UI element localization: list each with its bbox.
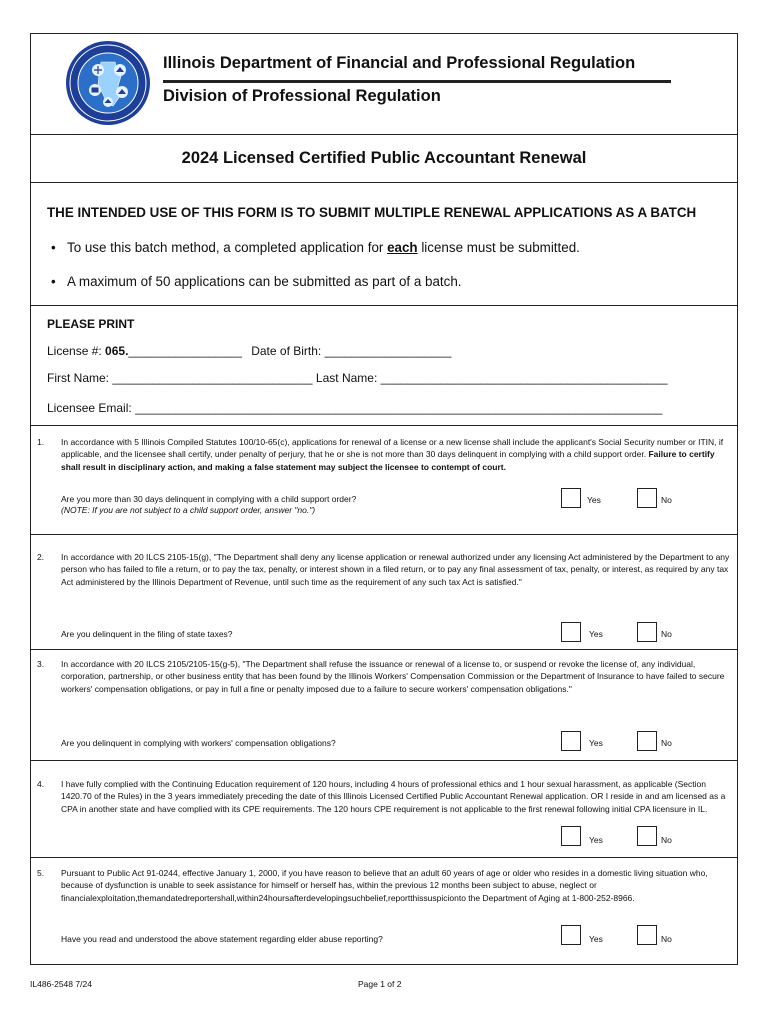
form-id: IL486-2548 7/24: [30, 979, 92, 989]
q3-no-checkbox[interactable]: [637, 731, 657, 751]
last-name-label: Last Name:: [315, 371, 378, 385]
q4-yes-checkbox[interactable]: [561, 826, 581, 846]
q3-yes-checkbox[interactable]: [561, 731, 581, 751]
question-number: 3.: [37, 659, 45, 669]
license-prefix: 065.: [105, 344, 129, 358]
q2-yes-label: Yes: [589, 629, 603, 639]
bullet-dot: •: [51, 274, 56, 289]
q5-no-label: No: [661, 934, 672, 944]
license-label: License #:: [47, 344, 102, 358]
dob-field[interactable]: ___________________: [324, 344, 452, 358]
question-body: In accordance with 5 Illinois Compiled Statutes 100/10-65(c), applications for renewal of a license or a new license shall include the applicant's Social Security number or ITIN, if applicable, and the licensee shall certify, under penalty of perjury, that he or she is not more than 30 days delinquent in complying with a child support order.: [61, 437, 724, 460]
question-prompt: Are you more than 30 days delinquent in complying with a child support order?: [61, 494, 357, 504]
bullet-each-license: [51, 240, 580, 255]
question-text: I have fully complied with the Continuing Education requirement of 120 hours, including 4 hours of professional ethics and 1 hour sexual harassment, as applicable (Section 1420.70 of the Rules) in the 3 years immediately preceding the date of this Illinois Licensed Certified Public Accountant Renewal application. OR I reside in and am licensed as a CPA in another state and have complied with its CPE requirements. The 120 hours CPE requirement is not applicable to the first renewal following initial CPA licensure in IL.: [61, 779, 726, 814]
question-5-ask: Have you read and understood the above statement regarding elder abuse reporting?: [61, 934, 383, 944]
license-number-field[interactable]: _________________: [128, 344, 242, 358]
section-divider: [31, 305, 737, 306]
question-text: In accordance with 20 ILCS 2105-15(g), "The Department shall deny any license application or renewal authorized under any licensing Act administered by the Department to any person who has failed to file a return, or to pay the tax, penalty, or interest shown in a filed return, or to pay any final assessment of tax, penalty, or interest, as required by any tax Act administered by the Illinois Department of Revenue, until such time as the requirement of any such tax Act is satisfied.": [61, 552, 730, 587]
q1-no-checkbox[interactable]: [637, 488, 657, 508]
question-number: 4.: [37, 779, 45, 789]
q3-no-label: No: [661, 738, 672, 748]
q5-yes-checkbox[interactable]: [561, 925, 581, 945]
q4-no-label: No: [661, 835, 672, 845]
section-divider: [31, 534, 737, 535]
q1-yes-checkbox[interactable]: [561, 488, 581, 508]
section-divider: [31, 649, 737, 650]
first-name-field[interactable]: ______________________________: [112, 371, 313, 385]
section-divider: [31, 857, 737, 858]
dob-label: Date of Birth:: [251, 344, 322, 358]
idfpr-seal-icon: [65, 40, 151, 126]
page-number: Page 1 of 2: [358, 979, 402, 989]
question-text: Pursuant to Public Act 91-0244, effective January 1, 2000, if you have reason to believe that an adult 60 years of age or older who resides in a domestic living situation who, because of dysfunction is unable to seek assistance for himself or herself has, within the previous 12 months been subject to abuse, neglect or financialexploitation,themandatedreportershall,within24hoursafterdevelopingsuchbelief,reportthissuspicionto the Department of Aging at 1-800-252-8966.: [61, 868, 708, 903]
form-title: 2024 Licensed Certified Public Accountant Renewal: [181, 149, 587, 167]
q2-no-label: No: [661, 629, 672, 639]
title-bar: [31, 134, 737, 183]
q4-no-checkbox[interactable]: [637, 826, 657, 846]
bullet-dot: •: [51, 240, 56, 255]
form-header: [31, 34, 737, 135]
question-warning: Failure to certify shall result in disciplinary action, and making a false statement may subject the licensee to contempt of court.: [61, 449, 715, 472]
q5-yes-label: Yes: [589, 934, 603, 944]
q1-no-label: No: [661, 495, 672, 505]
question-1-ask: [61, 494, 356, 516]
question-text: In accordance with 20 ILCS 2105/2105-15(g-5), "The Department shall refuse the issuance or renewal of a license to, or suspend or revoke the license of, any individual, corporation, partnership, or other business entity that has been found by the Illinois Workers' Compensation Commission or the Department of Insurance to have failed to secure workers' compensation obligations, or pay in full a fine or penalty imposed due to a failure to secure workers' compensation obligations.": [61, 659, 725, 694]
question-2-ask: Are you delinquent in the filing of state taxes?: [61, 629, 233, 639]
q5-no-checkbox[interactable]: [637, 925, 657, 945]
last-name-field[interactable]: ___________________________________________: [380, 371, 668, 385]
question-number: 2.: [37, 552, 45, 562]
name-row: [47, 371, 668, 385]
email-label: Licensee Email:: [47, 401, 132, 415]
question-number: 1.: [37, 437, 45, 447]
q2-yes-checkbox[interactable]: [561, 622, 581, 642]
email-field[interactable]: _______________________________________________________________________________: [135, 401, 663, 415]
section-divider: [31, 425, 737, 426]
bullet-max-applications: [51, 274, 462, 289]
header-rule: [163, 80, 671, 83]
bullet-text: To use this batch method, a completed application for: [67, 240, 388, 255]
license-row: [47, 344, 451, 358]
division-name: Division of Professional Regulation: [163, 87, 441, 105]
question-note: (NOTE: If you are not subject to a child support order, answer "no."): [61, 505, 316, 515]
bullet-emphasis: each: [387, 240, 418, 255]
question-text: [61, 436, 731, 473]
question-number: 5.: [37, 868, 45, 878]
agency-name: Illinois Department of Financial and Professional Regulation: [163, 54, 636, 72]
intended-use-notice: THE INTENDED USE OF THIS FORM IS TO SUBMIT MULTIPLE RENEWAL APPLICATIONS AS A BATCH: [47, 205, 697, 220]
bullet-text: A maximum of 50 applications can be submitted as part of a batch.: [67, 274, 462, 289]
question-3-ask: Are you delinquent in complying with workers' compensation obligations?: [61, 738, 336, 748]
q1-yes-label: Yes: [587, 495, 601, 505]
q3-yes-label: Yes: [589, 738, 603, 748]
q4-yes-label: Yes: [589, 835, 603, 845]
q2-no-checkbox[interactable]: [637, 622, 657, 642]
please-print-label: PLEASE PRINT: [47, 317, 135, 331]
bullet-text: license must be submitted.: [417, 240, 580, 255]
form-frame: [30, 33, 738, 965]
email-row: [47, 401, 662, 415]
first-name-label: First Name:: [47, 371, 110, 385]
section-divider: [31, 760, 737, 761]
